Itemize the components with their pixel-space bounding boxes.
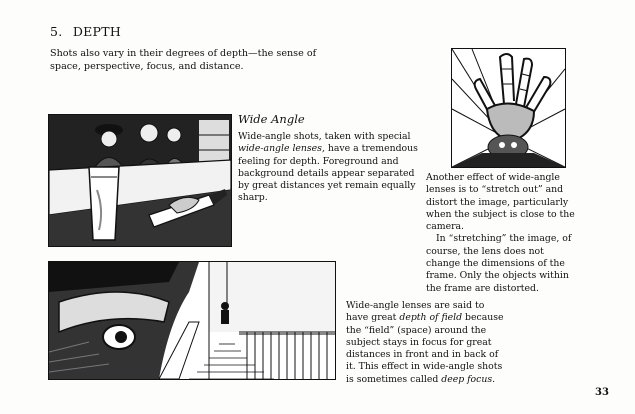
wide-angle-text-2: have a tremendous feeling for depth. Foreground and background details appear separated by great distances yet remain equally sharp. <box>238 143 418 204</box>
wide-angle-text-1: Wide-angle shots, taken with special <box>238 131 411 142</box>
page-number: 33 <box>595 387 609 398</box>
illustration-stairway <box>48 261 336 380</box>
stretch-text-a: Another effect of wide-angle lenses is to “stretch out” and distort the image, particularly when the subject is close to the camera. <box>426 172 575 233</box>
dof-text-1: Wide-angle lenses are said to have great <box>346 300 485 324</box>
dof-emphasis-1: depth of field <box>399 312 463 324</box>
section-heading <box>50 24 121 39</box>
illustration-hand <box>451 48 566 168</box>
section-number: 5. <box>50 24 63 39</box>
dof-emphasis-2: deep focus. <box>441 373 496 385</box>
wide-angle-paragraph <box>238 131 420 205</box>
section-title: DEPTH <box>72 24 122 39</box>
depth-of-field-paragraph <box>346 300 506 386</box>
subheading-wide-angle: Wide Angle <box>238 112 305 126</box>
intro-text: Shots also vary in their degrees of depth—the sense of space, perspective, focus, and distance. <box>50 48 317 72</box>
stretch-paragraph <box>426 172 578 295</box>
dof-text-2: because the “field” (space) around the subject stays in focus for great distances in front and in back of it. This effect in wide-angle shots is sometimes called <box>346 312 504 385</box>
stretch-text-b: In “stretching” the image, of course, the lens does not change the dimensions of the frame. Only the objects within the frame are distorted. <box>426 233 572 294</box>
illustration-bar-scene <box>48 114 232 247</box>
wide-angle-emphasis: wide-angle lenses, <box>238 143 325 155</box>
